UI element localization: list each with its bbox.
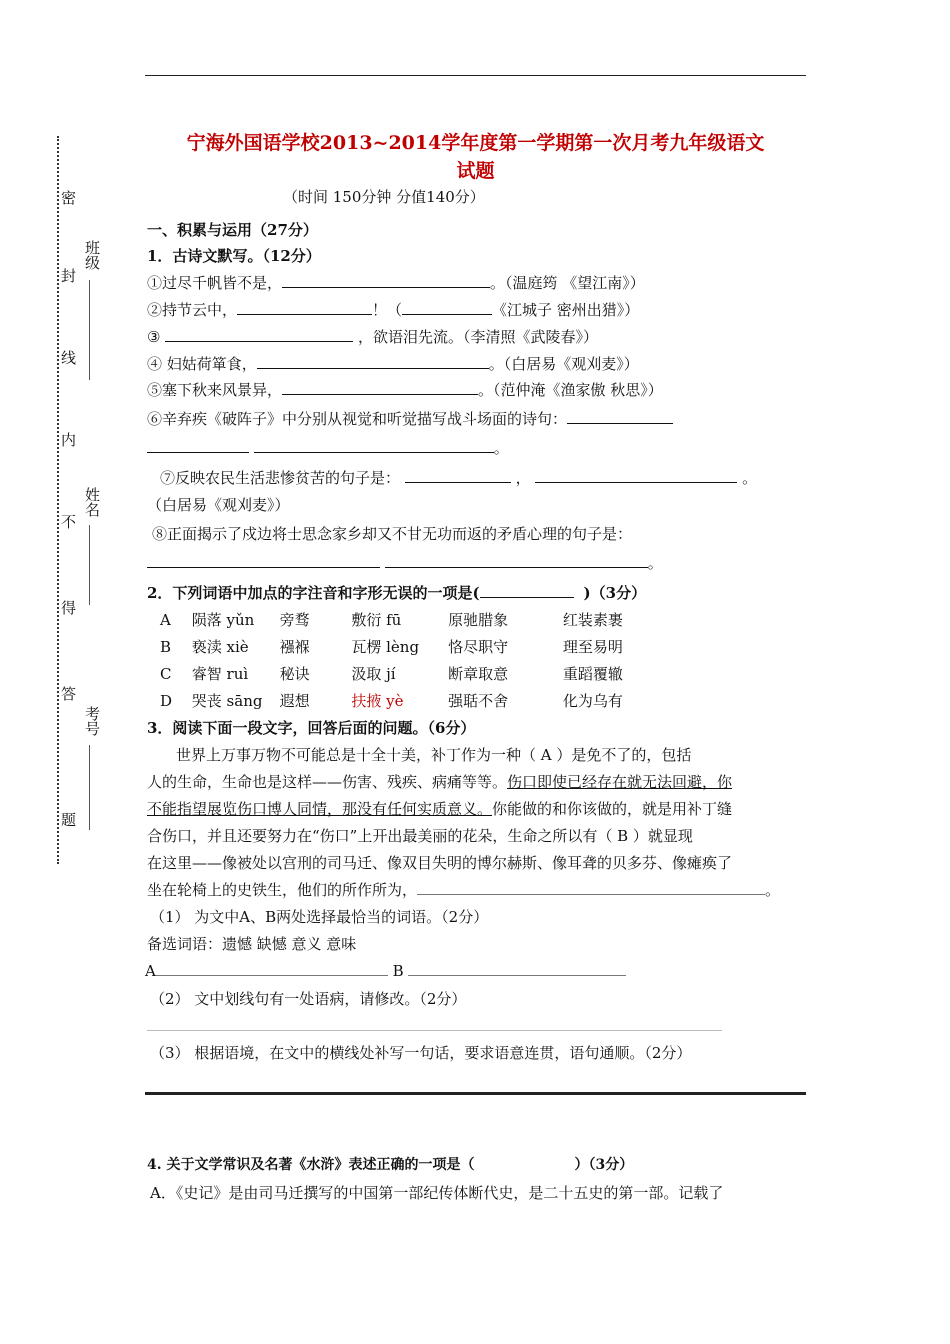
- q1-text: ，: [515, 469, 531, 487]
- q3-text: 。: [765, 881, 781, 899]
- option-word: 恪尽职守: [448, 638, 509, 656]
- question-3-title: 3．阅读下面一段文字，回答后面的问题。（6分）: [147, 719, 476, 737]
- q1-text: ，欲语泪先流。（李清照《武陵春》）: [358, 328, 599, 346]
- q3-label-a: A: [145, 962, 156, 980]
- option-word: 亵渎 xiè: [191, 638, 249, 656]
- q1-text: ③: [147, 328, 161, 346]
- page-break-rule: [145, 1092, 806, 1095]
- answer-blank[interactable]: [254, 438, 494, 453]
- seal-char: 题: [59, 812, 77, 827]
- option-word: 哭丧 sāng: [191, 692, 263, 710]
- option-word: 重蹈覆辙: [562, 665, 623, 683]
- page-title-line2: 试题: [456, 160, 495, 182]
- option-letter: B: [160, 638, 172, 656]
- q1-text: 。: [493, 439, 509, 457]
- seal-dotted-line: [57, 136, 59, 864]
- option-word: 理至易明: [562, 638, 623, 656]
- section-heading: 一、积累与运用（27分）: [147, 221, 318, 239]
- q3-passage-line: [147, 879, 780, 901]
- q3-passage-line: 世界上万事万物不可能总是十全十美，补丁作为一种（ A ）是免不了的，包括: [176, 746, 692, 764]
- seal-char: 答: [59, 686, 77, 701]
- q1-line-6b: [147, 437, 509, 459]
- exam-number-label: 考号: [83, 706, 101, 736]
- q2-option-a: [160, 609, 623, 631]
- answer-blank[interactable]: [385, 553, 648, 568]
- q1-text: 。（白居易《观刈麦》）: [488, 355, 639, 373]
- option-letter: D: [160, 692, 173, 710]
- option-letter: C: [160, 665, 172, 683]
- seal-char: 不: [59, 514, 77, 529]
- option-word: 瓦楞 lèng: [351, 638, 420, 656]
- q1-text: ⑥辛弃疾《破阵子》中分别从视觉和听觉描写战斗场面的诗句：: [147, 410, 568, 428]
- seal-char: 密: [59, 190, 77, 205]
- q3-text: 人的生命，生命也是这样——伤害、残疾、病痛等等。: [147, 773, 508, 791]
- question-1-title: 1．古诗文默写。（12分）: [147, 247, 321, 265]
- answer-blank-a[interactable]: [156, 961, 388, 976]
- q3-passage-line: [147, 798, 732, 820]
- q3-underlined-sentence: 不能指望展览伤口博人同情，那没有任何实质意义。: [147, 800, 493, 818]
- answer-blank[interactable]: [402, 300, 492, 315]
- option-word: 襁褓: [279, 638, 310, 656]
- exam-number-field[interactable]: [89, 745, 90, 830]
- q1-text: ①过尽千帆皆不是，: [147, 274, 283, 292]
- q3-label-b: B: [387, 962, 409, 980]
- q1-line-6: [147, 408, 673, 430]
- q3-word-bank: 备选词语：遗憾 缺憾 意义 意味: [147, 935, 357, 953]
- q3-sub-2: （2） 文中划线句有一处语病，请修改。（2分）: [150, 990, 467, 1008]
- answer-blank[interactable]: [480, 583, 574, 598]
- q4-option-a: A．《史记》是由司马迁撰写的中国第一部纪传体断代史，是二十五史的第一部。记载了: [150, 1184, 724, 1202]
- option-word: 遐想: [279, 692, 310, 710]
- option-word: 秘诀: [279, 665, 310, 683]
- name-field[interactable]: [89, 525, 90, 605]
- q4-points: ）（3分）: [574, 1157, 634, 1173]
- q2-option-c: [160, 663, 623, 685]
- q3-passage-line: 合伤口，并且还要努力在“伤口”上开出最美丽的花朵，生命之所以有（ B ）就显现: [147, 827, 693, 845]
- answer-blank[interactable]: [282, 273, 490, 288]
- q1-text: ！（: [372, 301, 403, 319]
- q1-line-3: [147, 326, 598, 348]
- q1-text: 。: [742, 469, 758, 487]
- seal-char: 线: [59, 350, 77, 365]
- q3-text: 坐在轮椅上的史铁生，他们的所作所为，: [147, 881, 418, 899]
- answer-blank[interactable]: [282, 380, 478, 395]
- q1-text: ②持节云中，: [147, 301, 238, 319]
- q1-text: ⑦反映农民生活悲惨贫苦的句子是：: [160, 469, 401, 487]
- option-word: 陨落 yǔn: [191, 611, 255, 629]
- option-word: 原驰腊象: [448, 611, 509, 629]
- q3-passage-line: [147, 771, 732, 793]
- q2-option-b: [160, 636, 623, 658]
- q3-text: 你能做的和你该做的，就是用补丁缝: [492, 800, 733, 818]
- option-word: 旁骛: [279, 611, 310, 629]
- q1-text: 《江城子 密州出猎》）: [492, 301, 640, 319]
- class-field[interactable]: [89, 280, 90, 380]
- option-word: 红装素裹: [562, 611, 623, 629]
- seal-char: 内: [59, 432, 77, 447]
- q3-passage-line: 在这里——像被处以宫刑的司马迁、像双目失明的博尔赫斯、像耳聋的贝多芬、像瘫痪了: [147, 854, 733, 872]
- exam-info: （时间 150分钟 分值140分）: [283, 188, 485, 206]
- top-rule: [145, 75, 806, 76]
- name-label: 姓名: [83, 487, 101, 517]
- q1-text: ⑤塞下秋来风景异，: [147, 381, 283, 399]
- q1-text: 。（温庭筠 《望江南》）: [490, 274, 645, 292]
- q2-title: 2．下列词语中加点的字注音和字形无误的一项是(: [147, 584, 480, 602]
- page-title: 宁海外国语学校2013~2014学年度第一学期第一次月考九年级语文: [186, 132, 765, 154]
- q1-line-2: [147, 299, 639, 321]
- option-word: 睿智 ruì: [191, 665, 249, 683]
- answer-blank[interactable]: [165, 327, 353, 342]
- q1-line-5: [147, 379, 663, 401]
- q1-line-8b: [147, 552, 663, 574]
- question-2-title: [147, 582, 646, 604]
- q1-text: 。: [647, 554, 663, 572]
- answer-blank[interactable]: [147, 553, 380, 568]
- q2-points: )（3分）: [583, 584, 647, 602]
- seal-char: 封: [59, 268, 77, 283]
- q1-line-7b: （白居易《观刈麦》）: [147, 496, 290, 514]
- answer-blank-b[interactable]: [408, 961, 626, 976]
- q1-line-4: [147, 353, 639, 375]
- class-label: 班级: [83, 240, 101, 270]
- q4-title: 4. 关于文学常识及名著《水浒》表述正确的一项是（: [147, 1157, 475, 1173]
- option-word: 断章取意: [448, 665, 509, 683]
- option-word: 扶掖 yè: [351, 692, 404, 710]
- q1-text: ④ 妇姑荷箪食，: [147, 355, 257, 373]
- q3-underlined-sentence: 伤口即使已经存在就无法回避，你: [507, 773, 733, 791]
- q3-answer-line[interactable]: [147, 1030, 722, 1031]
- question-4-title: [147, 1154, 633, 1176]
- answer-blank[interactable]: [147, 438, 249, 453]
- answer-blank[interactable]: [535, 468, 737, 483]
- q1-line-1: [147, 272, 645, 294]
- option-word: 敷衍 fū: [351, 611, 402, 629]
- q3-answer-row: [145, 960, 626, 982]
- option-letter: A: [160, 611, 171, 629]
- answer-blank[interactable]: [567, 409, 673, 424]
- q3-sub-3: （3） 根据语境，在文中的横线处补写一句话，要求语意连贯，语句通顺。（2分）: [150, 1044, 692, 1062]
- seal-char: 得: [59, 600, 77, 615]
- option-word: 强聒不舍: [448, 692, 509, 710]
- q1-line-8: ⑧正面揭示了戍边将士思念家乡却又不甘无功而返的矛盾心理的句子是：: [152, 525, 633, 543]
- option-word: 化为乌有: [562, 692, 623, 710]
- q1-line-7: [160, 467, 757, 489]
- q2-option-d: [160, 690, 623, 712]
- answer-blank[interactable]: [405, 468, 511, 483]
- answer-blank[interactable]: [257, 354, 489, 369]
- answer-blank[interactable]: [417, 880, 765, 895]
- q1-text: 。（范仲淹《渔家傲 秋思》）: [478, 381, 663, 399]
- q3-sub-1: （1） 为文中A、B两处选择最恰当的词语。（2分）: [150, 908, 489, 926]
- option-word: 汲取 jí: [351, 665, 396, 683]
- answer-blank[interactable]: [237, 300, 372, 315]
